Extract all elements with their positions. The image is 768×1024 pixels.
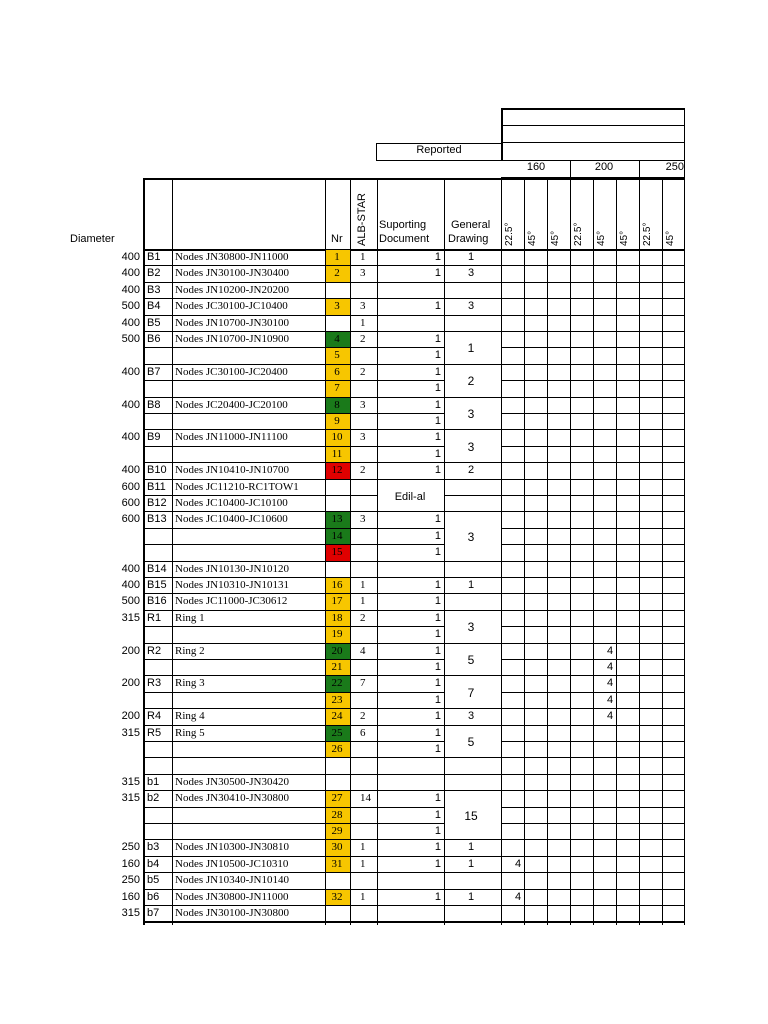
header-box-line [501, 142, 685, 143]
row-diameter: 600 [121, 480, 140, 493]
row-diameter: 400 [121, 431, 140, 444]
row-suporting-doc: 1 [434, 595, 441, 608]
grid-hline [143, 446, 444, 447]
row-nr: 17 [331, 595, 343, 608]
row-description: Ring 2 [175, 644, 205, 657]
grid-hline [143, 429, 685, 430]
row-diameter: 400 [121, 579, 140, 591]
row-nr: 25 [331, 726, 343, 739]
row-code: B16 [147, 595, 167, 608]
row-diameter: 315 [121, 611, 140, 624]
grid-hline [501, 741, 685, 742]
grid-hline [501, 380, 685, 381]
grid-hline [501, 823, 685, 824]
row-description: Nodes JC11210-RC1TOW1 [175, 480, 299, 493]
row-diameter: 250 [121, 841, 140, 854]
grid-hline [143, 331, 685, 332]
row-alb-star: 2 [360, 611, 366, 624]
size-250-label: 250 [665, 161, 684, 173]
grid-hline [143, 741, 444, 742]
row-suporting-doc: 1 [434, 890, 441, 903]
row-code: b6 [147, 890, 160, 903]
row-suporting-doc: 1 [434, 464, 441, 477]
row-nr: 5 [334, 349, 340, 362]
grid-hline [143, 774, 685, 775]
row-alb-star: 3 [360, 431, 366, 444]
grid-hline [143, 462, 685, 463]
grid-hline [143, 823, 444, 824]
row-description: Nodes JN30100-JN30400 [175, 267, 289, 280]
row-suporting-doc: 1 [434, 333, 441, 345]
row-description: Nodes JN11000-JN11100 [175, 431, 288, 444]
col-line-alb [350, 178, 351, 925]
row-diameter: 600 [121, 513, 140, 526]
row-description: Nodes JC20400-JC20100 [175, 398, 288, 411]
reported-box-left [376, 143, 377, 161]
grid-hline [143, 528, 444, 529]
row-code: b3 [147, 841, 160, 854]
row-diameter: 315 [121, 775, 140, 788]
row-diameter: 500 [121, 333, 140, 345]
row-code: R2 [147, 644, 162, 657]
row-description: Nodes JN30410-JN30800 [175, 792, 289, 805]
row-200-45-value: 4 [606, 693, 614, 706]
row-suporting-doc: 1 [434, 677, 441, 690]
row-diameter: 315 [121, 726, 140, 739]
row-suporting-doc: 1 [434, 415, 441, 427]
angle-22-header: 22.5° [504, 222, 515, 246]
row-alb-star: 1 [360, 857, 366, 870]
row-alb-star: 7 [360, 677, 366, 690]
row-description: Ring 4 [175, 710, 205, 723]
row-diameter: 400 [121, 267, 140, 280]
angle-22-header: 22.5° [642, 222, 653, 246]
row-suporting-doc: 1 [434, 611, 441, 624]
row-diameter: 200 [121, 644, 140, 657]
col-line-c1 [501, 178, 502, 925]
row-description: Ring 3 [175, 677, 205, 690]
row-alb-star: 14 [360, 792, 371, 805]
row-nr: 16 [331, 579, 343, 591]
row-diameter: 400 [121, 316, 140, 329]
row-suporting-doc: 1 [434, 792, 441, 805]
merged-general-drawing: 3 [467, 439, 475, 454]
row-200-45-value: 4 [606, 677, 614, 690]
grid-hline [143, 479, 685, 480]
row-general-drawing: 3 [467, 300, 475, 313]
row-alb-star: 2 [360, 333, 366, 345]
row-description: Nodes JN10500-JC10310 [175, 857, 289, 870]
border-left [143, 178, 145, 925]
row-general-drawing: 2 [467, 464, 475, 477]
row-suporting-doc: 1 [434, 743, 441, 755]
row-nr: 2 [334, 267, 340, 280]
row-diameter: 200 [121, 677, 140, 690]
row-code: R3 [147, 677, 162, 690]
grid-hline [143, 561, 685, 562]
grid-hline [143, 856, 685, 857]
row-nr: 10 [331, 431, 343, 444]
row-nr: 31 [331, 857, 343, 870]
grid-hline [143, 265, 685, 266]
row-code: B5 [147, 316, 161, 329]
grid-hline [501, 659, 685, 660]
row-suporting-doc: 1 [434, 398, 441, 411]
grid-hline [143, 593, 685, 594]
angle-45-header: 45° [619, 230, 630, 246]
row-description: Nodes JN30800-JN11000 [175, 251, 289, 263]
row-diameter: 315 [121, 907, 140, 919]
row-diameter: 400 [121, 365, 140, 378]
row-code: B14 [147, 562, 167, 575]
row-description: Nodes JC30100-JC20400 [175, 365, 288, 378]
row-description: Nodes JN30500-JN30420 [175, 775, 289, 788]
row-nr: 32 [331, 890, 343, 903]
row-alb-star: 6 [360, 726, 366, 739]
grid-hline [143, 282, 685, 283]
grid-hline [143, 921, 685, 923]
header-box-line [501, 125, 685, 126]
row-diameter: 600 [121, 497, 140, 509]
row-suporting-doc: 1 [434, 251, 441, 263]
grid-hline [501, 692, 685, 693]
row-alb-star: 1 [360, 595, 366, 608]
row-diameter: 400 [121, 251, 140, 263]
row-code: R1 [147, 611, 162, 624]
row-diameter: 200 [121, 710, 140, 723]
row-general-drawing: 1 [467, 857, 475, 870]
row-suporting-doc: 1 [434, 825, 441, 837]
row-nr: 29 [331, 825, 343, 837]
row-diameter: 500 [121, 595, 140, 608]
row-description: Nodes JN10700-JN30100 [175, 316, 289, 329]
angle-22-header: 22.5° [573, 222, 584, 246]
row-diameter: 400 [121, 398, 140, 411]
row-code: B11 [147, 480, 166, 493]
merged-general-drawing: 2 [467, 374, 475, 389]
row-diameter: 160 [121, 857, 140, 870]
row-alb-star: 3 [360, 267, 366, 280]
grid-hline [143, 643, 685, 644]
merged-general-drawing: 3 [467, 530, 475, 544]
grid-hline [143, 413, 444, 414]
row-suporting-doc: 1 [434, 693, 441, 706]
row-code: B10 [147, 464, 167, 477]
row-alb-star: 1 [360, 841, 366, 854]
row-nr: 3 [334, 300, 340, 313]
row-code: B4 [147, 300, 161, 313]
row-diameter: 160 [121, 890, 140, 903]
col-line-angle [547, 178, 548, 925]
grid-hline [143, 889, 685, 890]
row-nr: 21 [331, 661, 343, 673]
diameter-header: Diameter [70, 233, 115, 245]
row-200-45-value: 4 [606, 710, 614, 723]
row-nr: 23 [331, 693, 343, 706]
merged-general-drawing: 3 [467, 620, 475, 635]
col-line-sup [377, 178, 378, 925]
row-nr: 15 [331, 546, 343, 559]
row-alb-star: 1 [360, 316, 366, 329]
row-code: b7 [147, 907, 160, 919]
grid-hline [501, 528, 685, 529]
row-diameter: 250 [121, 874, 140, 887]
grid-hline [143, 757, 685, 758]
row-description: Nodes JN10310-JN10131 [175, 579, 289, 591]
row-code: B6 [147, 333, 161, 345]
row-general-drawing: 1 [467, 890, 475, 903]
grid-hline [143, 577, 685, 578]
border-right [684, 108, 685, 925]
row-general-drawing: 1 [467, 841, 475, 854]
grid-hline [143, 495, 377, 496]
header-top-line [143, 178, 685, 180]
row-diameter: 400 [121, 562, 140, 575]
header-box-left [501, 108, 503, 160]
row-nr: 27 [331, 792, 343, 805]
row-general-drawing: 1 [467, 579, 475, 591]
row-suporting-doc: 1 [434, 267, 441, 280]
grid-hline [143, 298, 685, 299]
alb-star-header: ALB-STAR [356, 193, 368, 246]
row-alb-star: 4 [360, 644, 366, 657]
row-nr: 30 [331, 841, 343, 854]
row-suporting-doc: 1 [434, 529, 441, 542]
row-nr: 19 [331, 628, 343, 641]
grid-hline [143, 708, 685, 709]
merged-general-drawing: 5 [467, 653, 475, 667]
grid-hline [143, 364, 685, 365]
grid-hline [501, 347, 685, 348]
row-code: B15 [147, 579, 167, 591]
row-nr: 20 [331, 644, 343, 657]
size-200-label: 200 [594, 161, 614, 173]
size-divider-200 [570, 160, 571, 925]
general-header-1: General [451, 219, 491, 231]
row-description: Nodes JC11000-JC30612 [175, 595, 288, 608]
col-line-angle [616, 178, 617, 925]
merged-general-drawing: 7 [467, 685, 475, 700]
row-nr: 4 [334, 333, 340, 345]
row-diameter: 400 [121, 283, 140, 296]
row-nr: 8 [334, 398, 340, 411]
row-description: Nodes JN10130-JN10120 [175, 562, 289, 575]
row-suporting-doc: 1 [434, 365, 441, 378]
merged-general-drawing: 5 [467, 735, 475, 749]
grid-hline [143, 626, 444, 627]
merged-general-drawing: 15 [464, 808, 478, 823]
grid-hline [143, 610, 685, 611]
row-suporting-doc: 1 [434, 447, 441, 460]
grid-hline [143, 725, 685, 726]
col-line-angle [593, 178, 594, 925]
row-code: B2 [147, 267, 161, 280]
reported-label: Reported [416, 144, 462, 156]
row-description: Nodes JN10410-JN10700 [175, 464, 289, 477]
row-description: Nodes JN10200-JN20200 [175, 283, 289, 296]
row-nr: 18 [331, 611, 343, 624]
col-line-angle [524, 178, 525, 925]
grid-hline [143, 905, 685, 906]
grid-hline [143, 839, 685, 840]
angle-45-header: 45° [527, 230, 538, 246]
row-description: Nodes JC10400-JC10600 [175, 513, 288, 526]
row-160-22-value: 4 [514, 857, 522, 870]
row-code: B7 [147, 365, 161, 378]
row-alb-star: 2 [360, 365, 366, 378]
grid-hline [501, 626, 685, 627]
row-suporting-doc: 1 [434, 546, 441, 559]
row-suporting-doc: 1 [434, 513, 441, 526]
row-nr: 26 [331, 743, 343, 755]
row-suporting-doc: 1 [434, 382, 441, 395]
row-code: R5 [147, 726, 162, 739]
grid-hline [501, 446, 685, 447]
grid-hline [143, 544, 444, 545]
row-suporting-doc: 1 [434, 841, 441, 854]
grid-hline [444, 495, 685, 496]
grid-hline [143, 675, 685, 676]
nr-header: Nr [331, 233, 343, 245]
row-nr: 13 [331, 513, 343, 526]
row-general-drawing: 1 [467, 251, 475, 263]
row-nr: 12 [331, 464, 343, 477]
row-code: B9 [147, 431, 161, 444]
row-suporting-doc: 1 [434, 857, 441, 870]
row-description: Nodes JN10300-JN30810 [175, 841, 289, 854]
row-code: b2 [147, 792, 160, 805]
row-diameter: 400 [121, 464, 140, 477]
row-code: B1 [147, 251, 161, 263]
row-general-drawing: 3 [467, 710, 475, 723]
row-code: B12 [147, 497, 167, 509]
row-suporting-doc: 1 [434, 300, 441, 313]
row-nr: 22 [331, 677, 343, 690]
grid-hline [501, 413, 685, 414]
row-nr: 28 [331, 808, 343, 821]
row-code: R4 [147, 710, 162, 723]
row-description: Nodes JC10400-JC10100 [175, 497, 288, 509]
angle-45-header: 45° [596, 230, 607, 246]
suporting-header-1: Suporting [379, 219, 427, 231]
row-code: b1 [147, 775, 160, 788]
row-description: Nodes JN30800-JN11000 [175, 890, 289, 903]
row-nr: 6 [334, 365, 340, 378]
row-suporting-doc: 1 [434, 431, 441, 444]
size-160-label: 160 [526, 161, 546, 173]
row-suporting-doc: 1 [434, 726, 441, 739]
row-alb-star: 3 [360, 513, 366, 526]
row-diameter: 500 [121, 300, 140, 313]
row-code: b5 [147, 874, 160, 887]
merged-general-drawing: 3 [467, 407, 475, 421]
grid-hline [143, 790, 685, 791]
row-suporting-doc: 1 [434, 710, 441, 723]
row-diameter: 315 [121, 792, 140, 805]
row-alb-star: 1 [360, 251, 366, 263]
row-description: Nodes JN10340-JN10140 [175, 874, 289, 887]
row-description: Nodes JC30100-JC10400 [175, 300, 288, 313]
row-alb-star: 2 [360, 464, 366, 477]
row-suporting-doc: 1 [434, 644, 441, 657]
grid-hline [143, 692, 444, 693]
row-200-45-value: 4 [606, 644, 614, 657]
row-suporting-doc: 1 [434, 808, 441, 821]
row-description: Nodes JN10700-JN10900 [175, 333, 289, 345]
row-alb-star: 1 [360, 890, 366, 903]
col-line-angle [662, 178, 663, 925]
row-description: Ring 1 [175, 611, 205, 624]
grid-hline [143, 315, 685, 316]
row-suporting-doc: 1 [434, 579, 441, 591]
grid-hline [501, 807, 685, 808]
grid-hline [377, 511, 685, 512]
row-160-22-value: 4 [514, 890, 522, 903]
row-nr: 1 [334, 251, 340, 263]
grid-hline [143, 872, 685, 873]
grid-hline [143, 397, 685, 398]
row-nr: 7 [334, 382, 340, 395]
grid-hline [501, 544, 685, 545]
row-general-drawing: 3 [467, 267, 475, 280]
grid-hline [143, 347, 444, 348]
angle-45-header: 45° [550, 230, 561, 246]
row-code: B8 [147, 398, 161, 411]
row-description: Ring 5 [175, 726, 205, 739]
row-code: B3 [147, 283, 161, 296]
row-200-45-value: 4 [606, 661, 614, 673]
col-line-desc [172, 178, 173, 925]
row-suporting-doc: 1 [434, 661, 441, 673]
row-nr: 9 [334, 415, 340, 427]
row-suporting-doc: 1 [434, 349, 441, 362]
row-alb-star: 3 [360, 398, 366, 411]
row-alb-star: 2 [360, 710, 366, 723]
grid-hline [143, 380, 444, 381]
merged-general-drawing: 1 [467, 341, 475, 356]
row-suporting-doc: 1 [434, 628, 441, 641]
row-nr: 24 [331, 710, 343, 723]
reported-box-bottom [376, 160, 501, 161]
angle-45-header: 45° [665, 230, 676, 246]
grid-hline [143, 807, 444, 808]
grid-hline [143, 659, 444, 660]
suporting-header-2: Document [379, 233, 430, 245]
row-nr: 14 [331, 529, 343, 542]
header-box-top [501, 108, 685, 110]
size-divider-250 [639, 160, 640, 925]
row-nr: 11 [331, 447, 343, 460]
col-line-gen [444, 178, 445, 925]
row-alb-star: 1 [360, 579, 366, 591]
row-code: B13 [147, 513, 167, 526]
row-alb-star: 3 [360, 300, 366, 313]
row-description: Nodes JN30100-JN30800 [175, 907, 289, 919]
edil-al-label: Edil-al [394, 491, 426, 503]
row-code: b4 [147, 857, 160, 870]
general-header-2: Drawing [448, 233, 489, 245]
